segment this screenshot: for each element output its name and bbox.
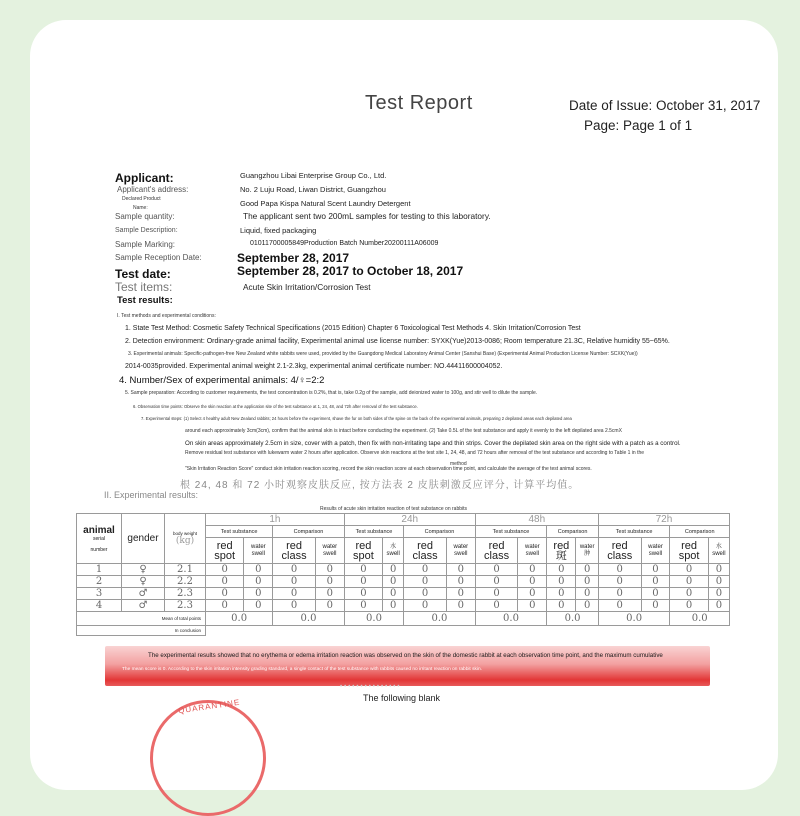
methods-heading: I. Test methods and experimental conditions: [117,313,216,319]
time-1h: 1h [206,514,345,526]
product-name-label: Name: [133,205,148,211]
sub-header-red: red class [598,538,641,564]
table-row [77,564,730,576]
method-item-5: 5. Sample preparation: According to customer requirements, the test concentration is 0.2%, that is, take 0.2g of the sample, add deionized water to 100g, and stir well to dilute the sample. [125,390,538,396]
score-cell: 0 [475,588,518,600]
sub-header-red: red class [475,538,518,564]
sub-header-water: 水 swell [383,538,404,564]
mean-cell: 0.0 [404,612,476,626]
score-cell: 0 [576,576,598,588]
page-number: Page: Page 1 of 1 [584,118,693,133]
address-label: Applicant's address: [117,185,189,194]
score-cell: 0 [708,576,729,588]
results-table [76,513,730,636]
score-cell: 0 [576,588,598,600]
mean-label: Mean of total points [77,612,206,626]
score-cell: 0 [641,576,670,588]
gender-header: gender [122,514,165,564]
score-cell: 0 [273,576,316,588]
marking-label: Sample Marking: [115,240,176,249]
quantity-label: Sample quantity: [115,212,175,221]
score-cell: 0 [708,564,729,576]
score-cell: 0 [547,600,576,612]
score-cell: 0 [244,576,273,588]
method-item-7b: around each approximately 3cm(3cm), confirm that the animal skin is intact before conducting the experiment. (2) Take 0.5L of the test substance and apply it evenly to the left depilated area 2.5cmX [185,428,622,434]
sub-header-water: water swell [244,538,273,564]
reception-label: Sample Reception Date: [115,253,202,262]
score-cell: 0 [404,564,447,576]
score-cell: 0 [273,600,316,612]
test-items-label: Test items: [115,280,173,294]
score-cell: 0 [598,588,641,600]
declared-label: Declared Product [122,196,161,202]
group-header: Comparison [670,526,730,538]
sub-header-red: red spot [344,538,382,564]
method-item-2: 2. Detection environment: Ordinary-grade animal facility, Experimental animal use license number: SYXK(Yue)2013-0086; Room temperature 21.3C, Relative humidity 55~65%. [125,338,670,345]
score-cell: 0 [315,600,344,612]
marking-value: 01011700005849Production Batch Number20200111A06009 [250,240,439,247]
method-item-7d: Remove residual test substance with lukewarm water 2 hours after application. Observe skin reactions at the test site 1, 24, 48, and 72 hours after removal of the test substance and according to Table 1 in the [185,450,645,456]
report-title: Test Report [365,92,473,114]
score-cell: 0 [670,576,708,588]
score-cell: 0 [598,576,641,588]
experimental-heading: II. Experimental results: [104,490,199,500]
table-row [77,600,730,612]
table-caption: Results of acute skin irritation reaction of test substance on rabbits [320,506,468,512]
score-cell: 0 [315,564,344,576]
sub-header-red: red class [273,538,316,564]
group-header: Test substance [344,526,403,538]
animal-header: animal serial number [77,514,122,564]
group-header: Test substance [598,526,670,538]
weight-cell: 2.1 [165,564,206,576]
method-item-7c: On skin areas approximately 2.5cm in size, cover with a patch, then fix with non-irritating tape and thin strips. Cover the depilated skin area on the right side with a patch as a control. [185,440,681,447]
weight-cell: 2.3 [165,600,206,612]
method-item-3: 3. Experimental animals: Specific-pathogen-free New Zealand white rabbits were used, provided by the Guangdong Medical Laboratory Animal Center (Sanshui Base) (Experimental Animal Production License Number: SCXK(Yue)) [128,351,638,357]
method-item-7e: method [450,461,467,467]
score-cell: 0 [383,564,404,576]
test-results-label: Test results: [117,295,173,306]
score-cell: 0 [446,576,475,588]
score-cell: 0 [206,576,244,588]
sub-header-water: 水 swell [708,538,729,564]
score-cell: 0 [206,564,244,576]
score-cell: 0 [598,600,641,612]
score-cell: 0 [475,600,518,612]
mean-cell: 0.0 [475,612,547,626]
score-cell: 0 [344,564,382,576]
date-of-issue: Date of Issue: October 31, 2017 [569,98,761,113]
applicant-label: Applicant: [115,171,174,185]
test-date-label: Test date: [115,267,171,281]
score-cell: 0 [344,588,382,600]
gender-cell: ♀ [122,576,165,588]
method-item-4: 4. Number/Sex of experimental animals: 4/♀=2:2 [119,375,325,386]
score-cell: 0 [670,600,708,612]
score-cell: 0 [244,600,273,612]
reception-value: September 28, 2017 [237,251,350,265]
score-cell: 0 [576,564,598,576]
score-cell: 0 [404,588,447,600]
group-header: Test substance [475,526,547,538]
mean-cell: 0.0 [344,612,403,626]
score-cell: 0 [547,588,576,600]
sub-header-red: red spot [206,538,244,564]
method-item-1: 1. State Test Method: Cosmetic Safety Technical Specifications (2015 Edition) Chapter 6 Toxicological Test Methods 4. Skin Irritation/Corrosion Test [125,325,581,332]
description-label: Sample Description: [115,227,178,234]
score-cell: 0 [315,588,344,600]
score-cell: 0 [404,600,447,612]
mean-cell: 0.0 [598,612,670,626]
score-cell: 0 [475,576,518,588]
score-cell: 0 [708,600,729,612]
time-24h: 24h [344,514,475,526]
sub-header-red: red 斑 [547,538,576,564]
serial-cell: 2 [77,576,122,588]
test-date-value: September 28, 2017 to October 18, 2017 [237,264,464,278]
quantity-value: The applicant sent two 200mL samples for testing to this laboratory. [243,211,491,221]
score-cell: 0 [641,588,670,600]
sub-header-red: red class [404,538,447,564]
mean-cell: 0.0 [273,612,345,626]
bodyweight-header: body weight (kg) [165,514,206,564]
description-value: Liquid, fixed packaging [240,226,317,235]
sub-header-water: water swell [446,538,475,564]
score-cell: 0 [518,564,547,576]
sub-header-water: water swell [518,538,547,564]
gender-cell: ♂ [122,588,165,600]
method-item-6: 6. Observation time points: Observe the skin reaction at the application site of the test substance at 1, 24, 48, and 72h after removal of the test substance. [133,404,418,409]
method-item-7f: "Skin Irritation Reaction Score" conduct skin irritation reaction scoring, record the skin reaction score at each observation time point, and calculate the average of the test animal scores. [185,466,592,472]
table-row [77,576,730,588]
time-72h: 72h [598,514,729,526]
score-cell: 0 [383,576,404,588]
score-cell: 0 [475,564,518,576]
score-cell: 0 [518,588,547,600]
score-cell: 0 [273,564,316,576]
group-header: Comparison [273,526,345,538]
sub-header-water: water swell [315,538,344,564]
score-cell: 0 [206,588,244,600]
score-cell: 0 [383,588,404,600]
following-blank: The following blank [363,693,441,703]
sub-header-red: red spot [670,538,708,564]
score-cell: 0 [404,576,447,588]
method-item-3b: 2014-0035provided. Experimental animal weight 2.1-2.3kg, experimental animal certificate number: NO.44411600004052. [125,363,503,370]
score-cell: 0 [518,576,547,588]
serial-cell: 1 [77,564,122,576]
score-cell: 0 [315,576,344,588]
weight-cell: 2.3 [165,588,206,600]
conclusion-text-2: The mean score is 0. According to the skin irritation intensity grading standard, a single contact of the test substance with rabbits caused no irritant reaction on rabbit skin. [122,667,482,672]
mean-cell: 0.0 [547,612,599,626]
gender-cell: ♀ [122,564,165,576]
score-cell: 0 [446,564,475,576]
score-cell: 0 [708,588,729,600]
conclusion-label: In conclusion [77,626,206,636]
address-value: No. 2 Luju Road, Liwan District, Guangzhou [240,185,386,194]
score-cell: 0 [446,600,475,612]
score-cell: 0 [518,600,547,612]
quarantine-stamp [150,697,266,816]
score-cell: 0 [273,588,316,600]
serial-cell: 3 [77,588,122,600]
score-cell: 0 [576,600,598,612]
score-cell: 0 [547,564,576,576]
ghost-text: 根 24, 48 和 72 小时观察皮肤反应, 按方法表 2 皮肤刺激反应评分, 计算平均值。 [180,480,580,491]
time-48h: 48h [475,514,598,526]
mean-cell: 0.0 [670,612,730,626]
score-cell: 0 [206,600,244,612]
group-header: Comparison [547,526,599,538]
score-cell: 0 [344,600,382,612]
score-cell: 0 [244,564,273,576]
score-cell: 0 [670,564,708,576]
table-row [77,588,730,600]
group-header: Test substance [206,526,273,538]
sub-header-water: water swell [641,538,670,564]
sub-header-water: water 肿 [576,538,598,564]
score-cell: 0 [641,564,670,576]
mean-cell: 0.0 [206,612,273,626]
serial-cell: 4 [77,600,122,612]
score-cell: 0 [244,588,273,600]
method-item-7: 7. Experimental steps: (1) Select 4 healthy adult New Zealand rabbits; 24 hours before the experiment, shave the fur on both sides of the spine on the back of the experimental animals, preparing 2 depilated areas each depilated area [141,416,572,421]
applicant-value: Guangzhou Libai Enterprise Group Co., Ltd. [240,171,387,180]
stamp-text: QUARANTINE [177,697,241,716]
conclusion-text-1: The experimental results showed that no erythema or edema irritation reaction was observed on the skin of the domestic rabbit at each observation time point, and the maximum cumulative [148,652,663,659]
product-name-value: Good Papa Kispa Natural Scent Laundry Detergent [240,199,411,208]
score-cell: 0 [383,600,404,612]
weight-cell: 2.2 [165,576,206,588]
score-cell: 0 [641,600,670,612]
dot-row: ••••••••••••••• [340,684,402,690]
score-cell: 0 [547,576,576,588]
score-cell: 0 [344,576,382,588]
group-header: Comparison [404,526,476,538]
score-cell: 0 [670,588,708,600]
gender-cell: ♂ [122,600,165,612]
test-items-value: Acute Skin Irritation/Corrosion Test [243,282,371,292]
score-cell: 0 [446,588,475,600]
score-cell: 0 [598,564,641,576]
